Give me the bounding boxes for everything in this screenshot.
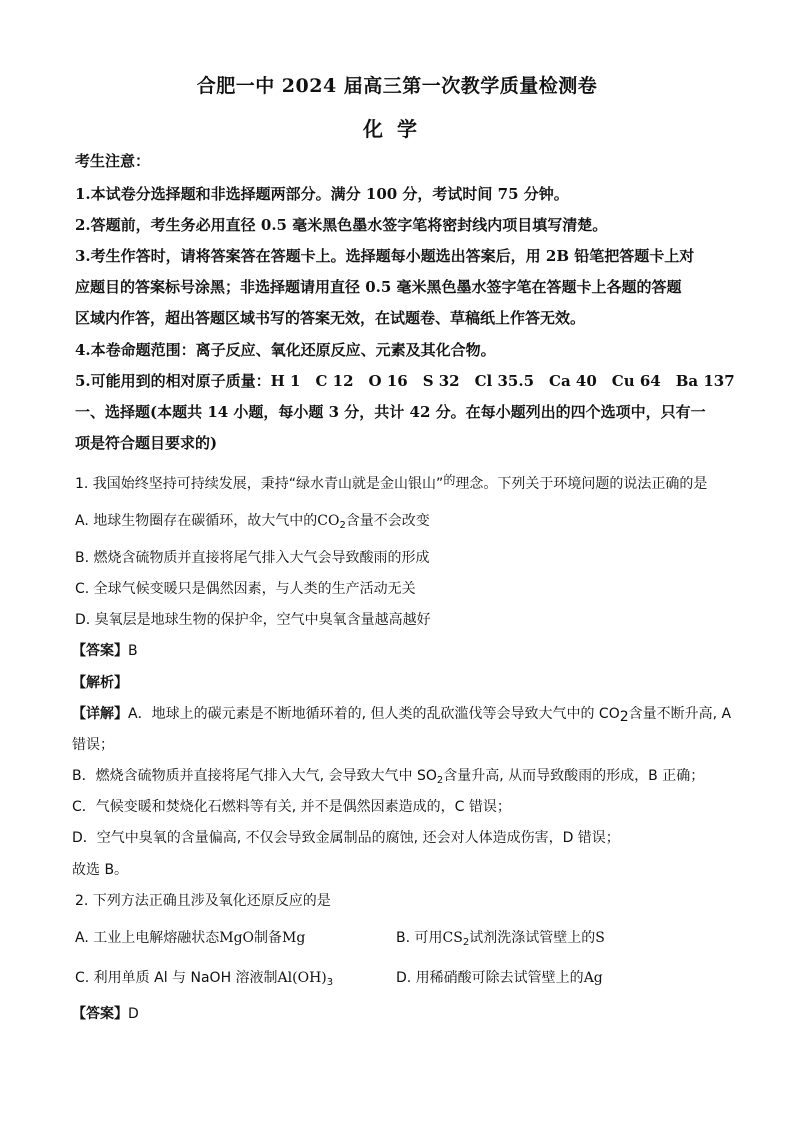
notice-item-5: 5.可能用到的相对原子质量：H 1 C 12 O 16 S 32 Cl 35.5 Ca 40 Cu 64 Ba 137 (75, 372, 735, 390)
q1-detail-a-cont: 错误； (72, 737, 114, 753)
q1-detail-a: 【详解】A．地球上的碳元素是不断地循环着的, 但人类的乱砍滥伐等会导致大气中的 $CO_2$含量不断升高, A (72, 706, 732, 725)
notice-item-4: 4.本卷命题范围：离子反应、氧化还原反应、元素及其化合物。 (75, 341, 496, 359)
section-heading-cont: 项是符合题目要求的) (75, 434, 218, 452)
q1-conclusion: 故选 B。 (72, 862, 129, 878)
q1-option-c: C. 全球气候变暖只是偶然因素，与人类的生产活动无关 (75, 581, 416, 597)
q2-stem: 2. 下列方法正确且涉及氧化还原反应的是 (75, 893, 331, 909)
section-heading: 一、选择题(本题共 14 小题，每小题 3 分，共计 42 分。在每小题列出的四个选项中，只有一 (75, 403, 706, 421)
notice-item-3: 3.考生作答时，请将答案答在答题卡上。选择题每小题选出答案后，用 2B 铅笔把答题卡上对 (75, 247, 695, 265)
q2-option-c: C. 利用单质 Al 与 NaOH 溶液制$Al(OH)_3$ (75, 970, 334, 988)
q2-option-b: B. 可用$CS_2$试剂洗涤试管壁上的S (396, 930, 605, 948)
q2-answer: 【答案】D (72, 1006, 139, 1022)
notice-heading: 考生注意： (75, 152, 151, 170)
q2-option-a: A. 工业上电解熔融状态MgO制备Mg (75, 930, 306, 946)
notice-item-1: 1.本试卷分选择题和非选择题两部分。满分 100 分，考试时间 75 分钟。 (75, 185, 569, 203)
q1-option-b: B. 燃烧含硫物质并直接将尾气排入大气会导致酸雨的形成 (75, 550, 430, 566)
q1-detail-c: C．气候变暖和焚烧化石燃料等有关, 并不是偶然因素造成的，C 错误； (72, 799, 511, 815)
q1-analysis-heading: 【解析】 (72, 675, 128, 691)
q1-stem: 1. 我国始终坚持可持续发展，秉持“绿水青山就是金山银山”$^的$理念。下列关于环境问题的说法正确的是 (75, 473, 708, 492)
q1-detail-d: D．空气中臭氧的含量偏高, 不仅会导致金属制品的腐蚀, 还会对人体造成伤害，D 错误； (72, 830, 620, 846)
notice-item-3-cont2: 区域内作答，超出答题区域书写的答案无效，在试题卷、草稿纸上作答无效。 (75, 309, 586, 327)
q1-option-a: A. 地球生物圈存在碳循环，故大气中的$CO_2$含量不会改变 (75, 513, 430, 531)
subject-title: 化学 (363, 117, 431, 141)
exam-title: 合肥一中 2024 届高三第一次教学质量检测卷 (196, 75, 598, 97)
notice-item-3-cont: 应题目的答案标号涂黑；非选择题请用直径 0.5 毫米黑色墨水签字笔在答题卡上各题的答题 (75, 278, 682, 296)
q1-detail-b: B．燃烧含硫物质并直接将尾气排入大气, 会导致大气中 $SO_2$含量升高, 从而导致酸雨的形成，B 正确； (72, 768, 705, 786)
q1-option-d: D. 臭氧层是地球生物的保护伞，空气中臭氧含量越高越好 (75, 612, 431, 628)
q1-answer: 【答案】B (72, 643, 138, 659)
q2-option-d: D. 用稀硝酸可除去试管壁上的Ag (396, 970, 603, 986)
notice-item-2: 2.答题前，考生务必用直径 0.5 毫米黑色墨水签字笔将密封线内项目填写清楚。 (75, 216, 608, 234)
